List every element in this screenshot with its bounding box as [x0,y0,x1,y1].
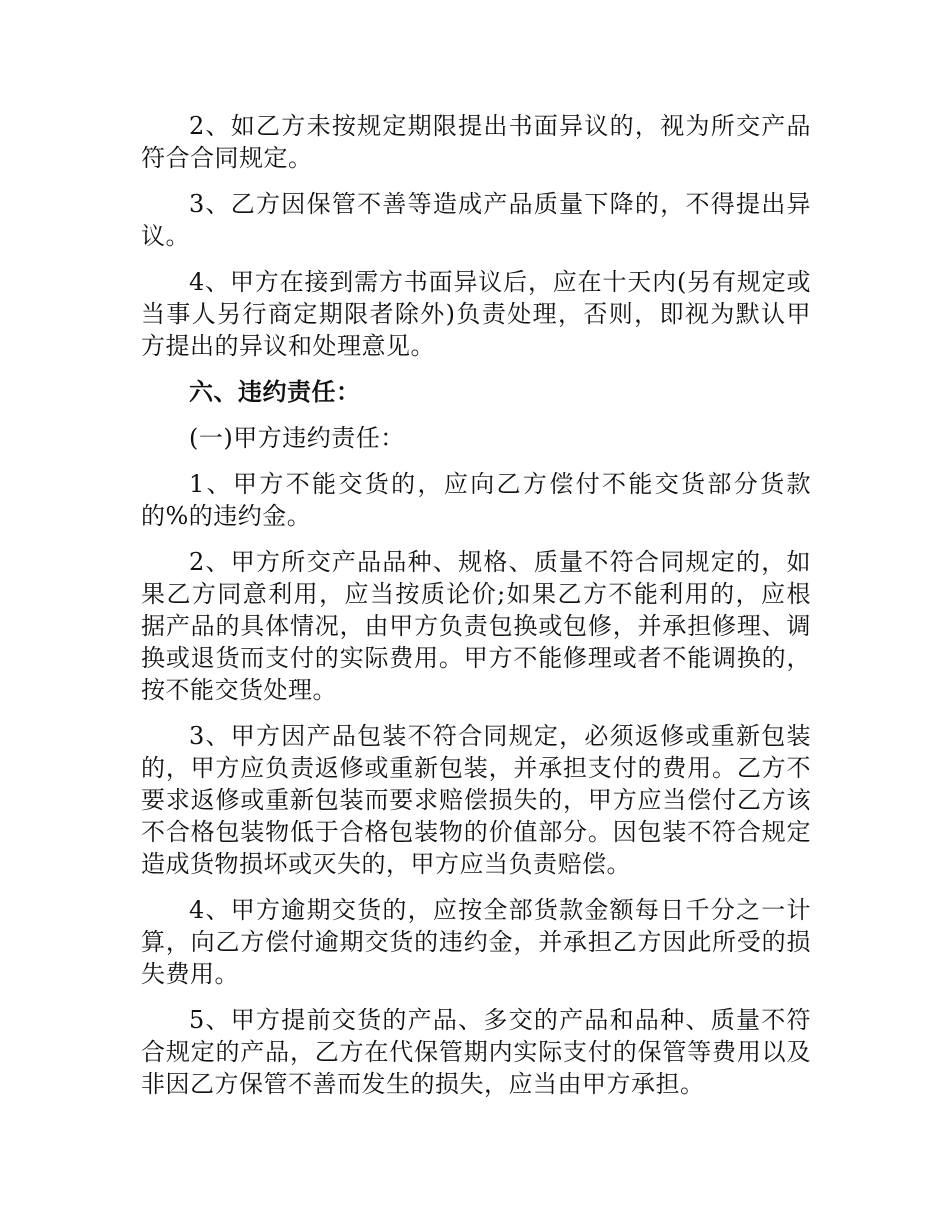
clause-paragraph: 5、甲方提前交货的产品、多交的产品和品种、质量不符合规定的产品，乙方在代保管期内实际支付的保管等费用以及非因乙方保管不善而发生的损失，应当由甲方承担。 [141,1006,811,1098]
clause-paragraph: 4、甲方在接到需方书面异议后，应在十天内(另有规定或当事人另行商定期限者除外)负责处理，否则，即视为默认甲方提出的异议和处理意见。 [141,268,811,360]
clause-paragraph: 3、甲方因产品包装不符合同规定，必须返修或重新包装的，甲方应负责返修或重新包装，并承担支付的费用。乙方不要求返修或重新包装而要求赔偿损失的，甲方应当偿付乙方该不合格包装物低于合格包装物的价值部分。因包装不符合规定造成货物损坏或灭失的，甲方应当负责赔偿。 [141,722,811,878]
section-heading: 六、违约责任： [189,377,361,406]
clause-paragraph: 1、甲方不能交货的，应向乙方偿付不能交货部分货款的%的违约金。 [141,470,811,530]
clause-paragraph: 2、如乙方未按规定期限提出书面异议的，视为所交产品符合合同规定。 [141,112,811,172]
clause-paragraph: 4、甲方逾期交货的，应按全部货款金额每日千分之一计算，向乙方偿付逾期交货的违约金，并承担乙方因此所受的损失费用。 [141,896,811,988]
clause-paragraph: 3、乙方因保管不善等造成产品质量下降的，不得提出异议。 [141,190,811,250]
document-body [141,110,811,1114]
subsection-heading: (一)甲方违约责任： [189,424,405,452]
clause-paragraph: 2、甲方所交产品品种、规格、质量不符合同规定的，如果乙方同意利用，应当按质论价;如果乙方不能利用的，应根据产品的具体情况，由甲方负责包换或包修，并承担修理、调换或退货而支付的实际费用。甲方不能修理或者不能调换的，按不能交货处理。 [141,548,811,704]
